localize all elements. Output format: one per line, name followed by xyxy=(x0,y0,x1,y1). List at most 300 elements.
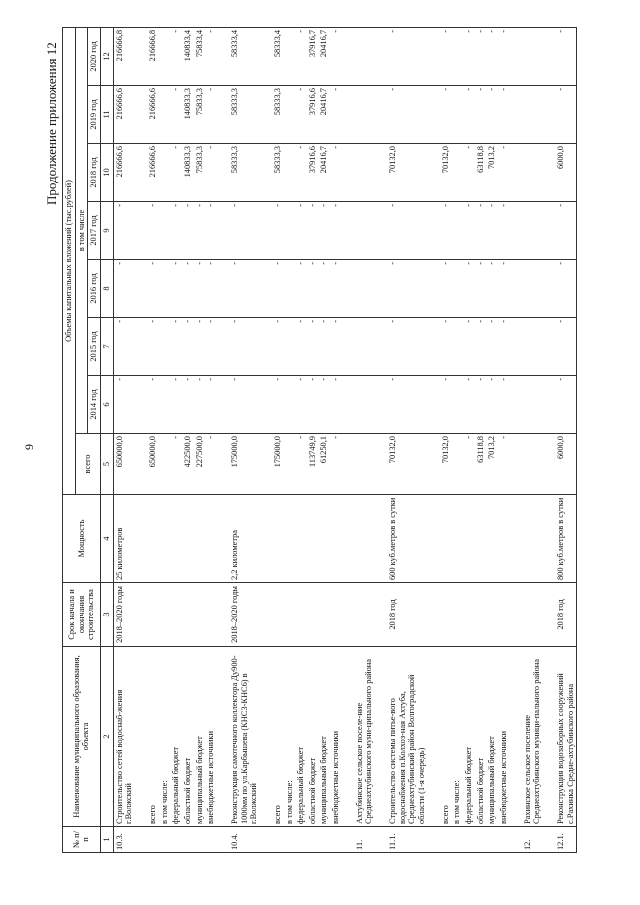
spacer-cell xyxy=(428,260,440,318)
col-number: 9 xyxy=(100,202,113,260)
spacer-cell xyxy=(428,647,440,827)
spacer-cell xyxy=(342,647,354,827)
table-row xyxy=(543,27,555,852)
value-cell: - xyxy=(229,260,260,318)
value-cell xyxy=(522,376,543,434)
row-number xyxy=(159,827,171,853)
value-cell xyxy=(354,434,375,495)
value-cell: 58333,3 xyxy=(272,144,284,202)
value-cell: - xyxy=(440,86,452,144)
value-cell: - xyxy=(272,260,284,318)
capacity xyxy=(440,495,452,583)
spacer-cell xyxy=(375,376,387,434)
row-number xyxy=(170,827,182,853)
row-number xyxy=(182,827,194,853)
construction-period xyxy=(147,583,159,647)
value-cell xyxy=(522,318,543,376)
spacer-cell xyxy=(342,86,354,144)
value-cell xyxy=(522,202,543,260)
spacer-cell xyxy=(428,827,440,853)
value-cell: 37916,6 xyxy=(307,144,319,202)
construction-period xyxy=(318,583,330,647)
value-cell: - xyxy=(295,27,307,85)
value-cell: - xyxy=(170,376,182,434)
spacer-cell xyxy=(217,144,229,202)
value-cell xyxy=(159,434,171,495)
spacer-cell xyxy=(260,495,272,583)
spacer-cell xyxy=(342,318,354,376)
object-name: Ахтубинское сельское поселе-ние Среднеахтубинского муни-ципального района xyxy=(354,647,375,827)
spacer-cell xyxy=(135,202,147,260)
table-row xyxy=(307,27,319,852)
value-cell: - xyxy=(498,260,510,318)
spacer-cell xyxy=(543,583,555,647)
col-number: 1 xyxy=(100,827,113,853)
row-number xyxy=(463,827,475,853)
continuation-title: Продолжение приложения 12 xyxy=(44,42,59,205)
spacer-cell xyxy=(510,27,522,85)
table-row xyxy=(295,27,307,852)
value-cell: - xyxy=(170,202,182,260)
col-number: 6 xyxy=(100,376,113,434)
value-cell: - xyxy=(555,318,577,376)
spacer-cell xyxy=(428,495,440,583)
col-number: 2 xyxy=(100,647,113,827)
capacity: 25 километров xyxy=(113,495,135,583)
spacer-cell xyxy=(510,318,522,376)
funding-label: федеральный бюджет xyxy=(170,647,182,827)
value-cell: - xyxy=(272,376,284,434)
value-cell: 58333,3 xyxy=(229,86,260,144)
spacer-cell xyxy=(375,202,387,260)
value-cell xyxy=(354,318,375,376)
value-cell xyxy=(522,260,543,318)
value-cell: 7013,2 xyxy=(486,144,498,202)
value-cell xyxy=(522,144,543,202)
value-cell: - xyxy=(295,376,307,434)
value-cell: - xyxy=(555,376,577,434)
value-cell: - xyxy=(170,86,182,144)
capital-investment-table xyxy=(62,27,577,853)
value-cell: - xyxy=(272,202,284,260)
value-cell: - xyxy=(440,27,452,85)
value-cell: 216666,8 xyxy=(147,27,159,85)
value-cell: 70132,0 xyxy=(440,144,452,202)
value-cell: - xyxy=(463,144,475,202)
table-row xyxy=(510,27,522,852)
funding-label: всего xyxy=(147,647,159,827)
row-number: 11. xyxy=(354,827,375,853)
value-cell xyxy=(451,318,463,376)
spacer-cell xyxy=(342,434,354,495)
value-cell: - xyxy=(182,376,194,434)
header-year: 2020 год xyxy=(88,27,101,85)
spacer-cell xyxy=(543,495,555,583)
capacity xyxy=(284,495,296,583)
value-cell xyxy=(159,27,171,85)
value-cell: - xyxy=(498,434,510,495)
header-capacity: Мощность xyxy=(63,495,101,583)
value-cell: - xyxy=(205,27,217,85)
spacer-cell xyxy=(428,144,440,202)
value-cell xyxy=(522,434,543,495)
spacer-cell xyxy=(342,202,354,260)
value-cell: - xyxy=(330,202,342,260)
value-cell: - xyxy=(194,376,206,434)
col-number: 3 xyxy=(100,583,113,647)
capacity xyxy=(272,495,284,583)
construction-period xyxy=(194,583,206,647)
value-cell: - xyxy=(555,27,577,85)
value-cell: 70132,0 xyxy=(387,434,428,495)
value-cell: - xyxy=(205,202,217,260)
value-cell: - xyxy=(486,260,498,318)
construction-period xyxy=(486,583,498,647)
construction-period: 2018 год xyxy=(555,583,577,647)
value-cell: 140833,4 xyxy=(182,27,194,85)
capacity xyxy=(159,495,171,583)
spacer-cell xyxy=(375,144,387,202)
header-year: 2016 год xyxy=(88,260,101,318)
value-cell: - xyxy=(307,376,319,434)
table-row xyxy=(486,27,498,852)
value-cell: - xyxy=(194,318,206,376)
table-row xyxy=(330,27,342,852)
construction-period xyxy=(440,583,452,647)
value-cell: 75833,3 xyxy=(194,86,206,144)
value-cell xyxy=(284,260,296,318)
value-cell: 20416,7 xyxy=(318,144,330,202)
spacer-cell xyxy=(428,434,440,495)
row-number xyxy=(486,827,498,853)
row-number xyxy=(147,827,159,853)
value-cell: - xyxy=(486,27,498,85)
spacer-cell xyxy=(342,144,354,202)
value-cell: - xyxy=(555,260,577,318)
funding-label: в том числе: xyxy=(284,647,296,827)
table-row xyxy=(147,27,159,852)
value-cell: - xyxy=(194,202,206,260)
value-cell: 20416,7 xyxy=(318,86,330,144)
value-cell: - xyxy=(113,318,135,376)
value-cell: - xyxy=(295,318,307,376)
spacer-cell xyxy=(428,376,440,434)
value-cell xyxy=(354,86,375,144)
value-cell: - xyxy=(182,260,194,318)
table-row xyxy=(354,27,375,852)
value-cell: - xyxy=(330,318,342,376)
value-cell: - xyxy=(486,376,498,434)
object-name: Реконструкция водозаборных сооружений с.Рахинка Средне-ахтубинского района xyxy=(555,647,577,827)
value-cell xyxy=(354,27,375,85)
row-number xyxy=(451,827,463,853)
spacer-cell xyxy=(342,583,354,647)
spacer-cell xyxy=(375,260,387,318)
spacer-cell xyxy=(510,376,522,434)
spacer-cell xyxy=(543,86,555,144)
object-name: Рахинское сельское поселение Среднеахтубинского муници-пального района xyxy=(522,647,543,827)
value-cell: - xyxy=(295,434,307,495)
funding-label: областной бюджет xyxy=(475,647,487,827)
funding-label: внебюджетные источники xyxy=(498,647,510,827)
funding-label: областной бюджет xyxy=(307,647,319,827)
value-cell: - xyxy=(205,260,217,318)
value-cell xyxy=(522,27,543,85)
value-cell: - xyxy=(229,376,260,434)
construction-period xyxy=(463,583,475,647)
capacity xyxy=(318,495,330,583)
construction-period xyxy=(475,583,487,647)
value-cell: - xyxy=(498,86,510,144)
value-cell: 113749,9 xyxy=(307,434,319,495)
value-cell: - xyxy=(475,86,487,144)
value-cell: - xyxy=(486,318,498,376)
funding-label: всего xyxy=(440,647,452,827)
value-cell: - xyxy=(147,202,159,260)
table-row xyxy=(428,27,440,852)
value-cell: - xyxy=(498,318,510,376)
table-row xyxy=(284,27,296,852)
table-row xyxy=(217,27,229,852)
spacer-cell xyxy=(260,260,272,318)
value-cell: - xyxy=(205,376,217,434)
row-number: 12.1. xyxy=(555,827,577,853)
value-cell: - xyxy=(555,202,577,260)
value-cell: 175000,0 xyxy=(229,434,260,495)
spacer-cell xyxy=(543,27,555,85)
row-number xyxy=(284,827,296,853)
value-cell xyxy=(354,260,375,318)
object-name: Строительство системы питье-вого водоснабжения п.Колхоз-ная Ахтуба, Среднеахтубинский район Волгоградской области (1-я очередь) xyxy=(387,647,428,827)
construction-period xyxy=(170,583,182,647)
value-cell xyxy=(354,144,375,202)
value-cell: - xyxy=(463,86,475,144)
value-cell xyxy=(451,144,463,202)
value-cell: - xyxy=(440,376,452,434)
value-cell: - xyxy=(486,202,498,260)
value-cell: - xyxy=(147,260,159,318)
value-cell: - xyxy=(229,318,260,376)
construction-period: 2018–2020 годы xyxy=(229,583,260,647)
spacer-cell xyxy=(260,144,272,202)
value-cell xyxy=(284,376,296,434)
value-cell xyxy=(451,86,463,144)
capacity xyxy=(522,495,543,583)
spacer-cell xyxy=(428,583,440,647)
capacity: 800 куб.метров в сутки xyxy=(555,495,577,583)
table-row xyxy=(555,27,577,852)
header-year: 2019 год xyxy=(88,86,101,144)
spacer-cell xyxy=(135,27,147,85)
construction-period xyxy=(295,583,307,647)
value-cell: 70132,0 xyxy=(440,434,452,495)
header-total: всего xyxy=(75,434,100,495)
construction-period xyxy=(498,583,510,647)
col-number: 11 xyxy=(100,86,113,144)
construction-period xyxy=(307,583,319,647)
value-cell: - xyxy=(463,202,475,260)
capacity xyxy=(170,495,182,583)
funding-label: федеральный бюджет xyxy=(463,647,475,827)
page-number: 9 xyxy=(22,444,36,450)
value-cell: - xyxy=(295,86,307,144)
spacer-cell xyxy=(342,376,354,434)
value-cell: - xyxy=(170,318,182,376)
spacer-cell xyxy=(375,647,387,827)
spacer-cell xyxy=(260,583,272,647)
spacer-cell xyxy=(375,27,387,85)
table-row xyxy=(522,27,543,852)
value-cell: - xyxy=(147,318,159,376)
value-cell: - xyxy=(330,86,342,144)
value-cell xyxy=(284,27,296,85)
header-volume: Объемы капитальных вложений (тыс.рублей) xyxy=(63,27,76,494)
capacity xyxy=(205,495,217,583)
value-cell: - xyxy=(463,27,475,85)
construction-period xyxy=(284,583,296,647)
funding-label: в том числе: xyxy=(159,647,171,827)
spacer-cell xyxy=(135,260,147,318)
spacer-cell xyxy=(135,86,147,144)
spacer-cell xyxy=(260,202,272,260)
header-no: № п/п xyxy=(63,827,101,853)
table-row xyxy=(194,27,206,852)
table-row xyxy=(205,27,217,852)
table-row xyxy=(451,27,463,852)
value-cell xyxy=(354,202,375,260)
row-number xyxy=(498,827,510,853)
row-number xyxy=(307,827,319,853)
value-cell: - xyxy=(295,260,307,318)
value-cell: - xyxy=(147,376,159,434)
table-row xyxy=(260,27,272,852)
spacer-cell xyxy=(375,434,387,495)
table-row xyxy=(113,27,135,852)
funding-label: муниципальный бюджет xyxy=(194,647,206,827)
value-cell: - xyxy=(229,202,260,260)
value-cell: - xyxy=(555,86,577,144)
spacer-cell xyxy=(428,202,440,260)
value-cell: 6000,0 xyxy=(555,144,577,202)
construction-period: 2018 год xyxy=(387,583,428,647)
spacer-cell xyxy=(375,318,387,376)
value-cell: - xyxy=(318,202,330,260)
value-cell: - xyxy=(440,260,452,318)
capacity xyxy=(354,495,375,583)
capacity xyxy=(182,495,194,583)
value-cell xyxy=(451,202,463,260)
value-cell xyxy=(451,27,463,85)
spacer-cell xyxy=(135,376,147,434)
value-cell: 58333,4 xyxy=(229,27,260,85)
value-cell: - xyxy=(295,144,307,202)
value-cell: 140833,3 xyxy=(182,86,194,144)
value-cell: 20416,7 xyxy=(318,27,330,85)
spacer-cell xyxy=(260,27,272,85)
value-cell: - xyxy=(330,260,342,318)
col-number: 12 xyxy=(100,27,113,85)
funding-label: внебюджетные источники xyxy=(330,647,342,827)
capacity: 2,2 километра xyxy=(229,495,260,583)
value-cell: 58333,3 xyxy=(229,144,260,202)
value-cell xyxy=(159,318,171,376)
construction-period xyxy=(451,583,463,647)
value-cell: 650000,0 xyxy=(113,434,135,495)
spacer-cell xyxy=(135,318,147,376)
spacer-cell xyxy=(510,144,522,202)
col-number: 4 xyxy=(100,495,113,583)
value-cell: - xyxy=(387,27,428,85)
construction-period xyxy=(330,583,342,647)
value-cell: - xyxy=(486,86,498,144)
table-row xyxy=(182,27,194,852)
table-row xyxy=(318,27,330,852)
value-cell: - xyxy=(498,202,510,260)
value-cell: - xyxy=(440,202,452,260)
value-cell: - xyxy=(205,318,217,376)
spacer-cell xyxy=(217,827,229,853)
construction-period xyxy=(159,583,171,647)
value-cell: - xyxy=(205,434,217,495)
value-cell: 58333,4 xyxy=(272,27,284,85)
col-number: 5 xyxy=(100,434,113,495)
value-cell: - xyxy=(387,376,428,434)
value-cell: - xyxy=(113,260,135,318)
table-row xyxy=(229,27,260,852)
value-cell: 175000,0 xyxy=(272,434,284,495)
spacer-cell xyxy=(510,647,522,827)
construction-period xyxy=(182,583,194,647)
row-number xyxy=(440,827,452,853)
value-cell: - xyxy=(272,318,284,376)
table-row xyxy=(440,27,452,852)
value-cell xyxy=(451,376,463,434)
row-number xyxy=(194,827,206,853)
spacer-cell xyxy=(217,583,229,647)
value-cell xyxy=(522,86,543,144)
value-cell: 7013,2 xyxy=(486,434,498,495)
value-cell: 216666,6 xyxy=(113,86,135,144)
row-number xyxy=(318,827,330,853)
value-cell: 216666,6 xyxy=(113,144,135,202)
capacity xyxy=(463,495,475,583)
funding-label: областной бюджет xyxy=(182,647,194,827)
spacer-cell xyxy=(135,583,147,647)
value-cell: 216666,6 xyxy=(147,144,159,202)
value-cell: - xyxy=(475,318,487,376)
spacer-cell xyxy=(510,583,522,647)
construction-period xyxy=(354,583,375,647)
value-cell: - xyxy=(170,434,182,495)
spacer-cell xyxy=(342,827,354,853)
capacity xyxy=(295,495,307,583)
spacer-cell xyxy=(217,376,229,434)
construction-period: 2018–2020 годы xyxy=(113,583,135,647)
spacer-cell xyxy=(543,202,555,260)
value-cell: - xyxy=(475,27,487,85)
value-cell: - xyxy=(295,202,307,260)
row-number: 12. xyxy=(522,827,543,853)
value-cell xyxy=(284,202,296,260)
spacer-cell xyxy=(135,827,147,853)
spacer-cell xyxy=(543,144,555,202)
capacity xyxy=(307,495,319,583)
value-cell: - xyxy=(318,376,330,434)
row-number xyxy=(205,827,217,853)
row-number: 10.4. xyxy=(229,827,260,853)
value-cell: 422500,0 xyxy=(182,434,194,495)
value-cell: 37916,6 xyxy=(307,86,319,144)
